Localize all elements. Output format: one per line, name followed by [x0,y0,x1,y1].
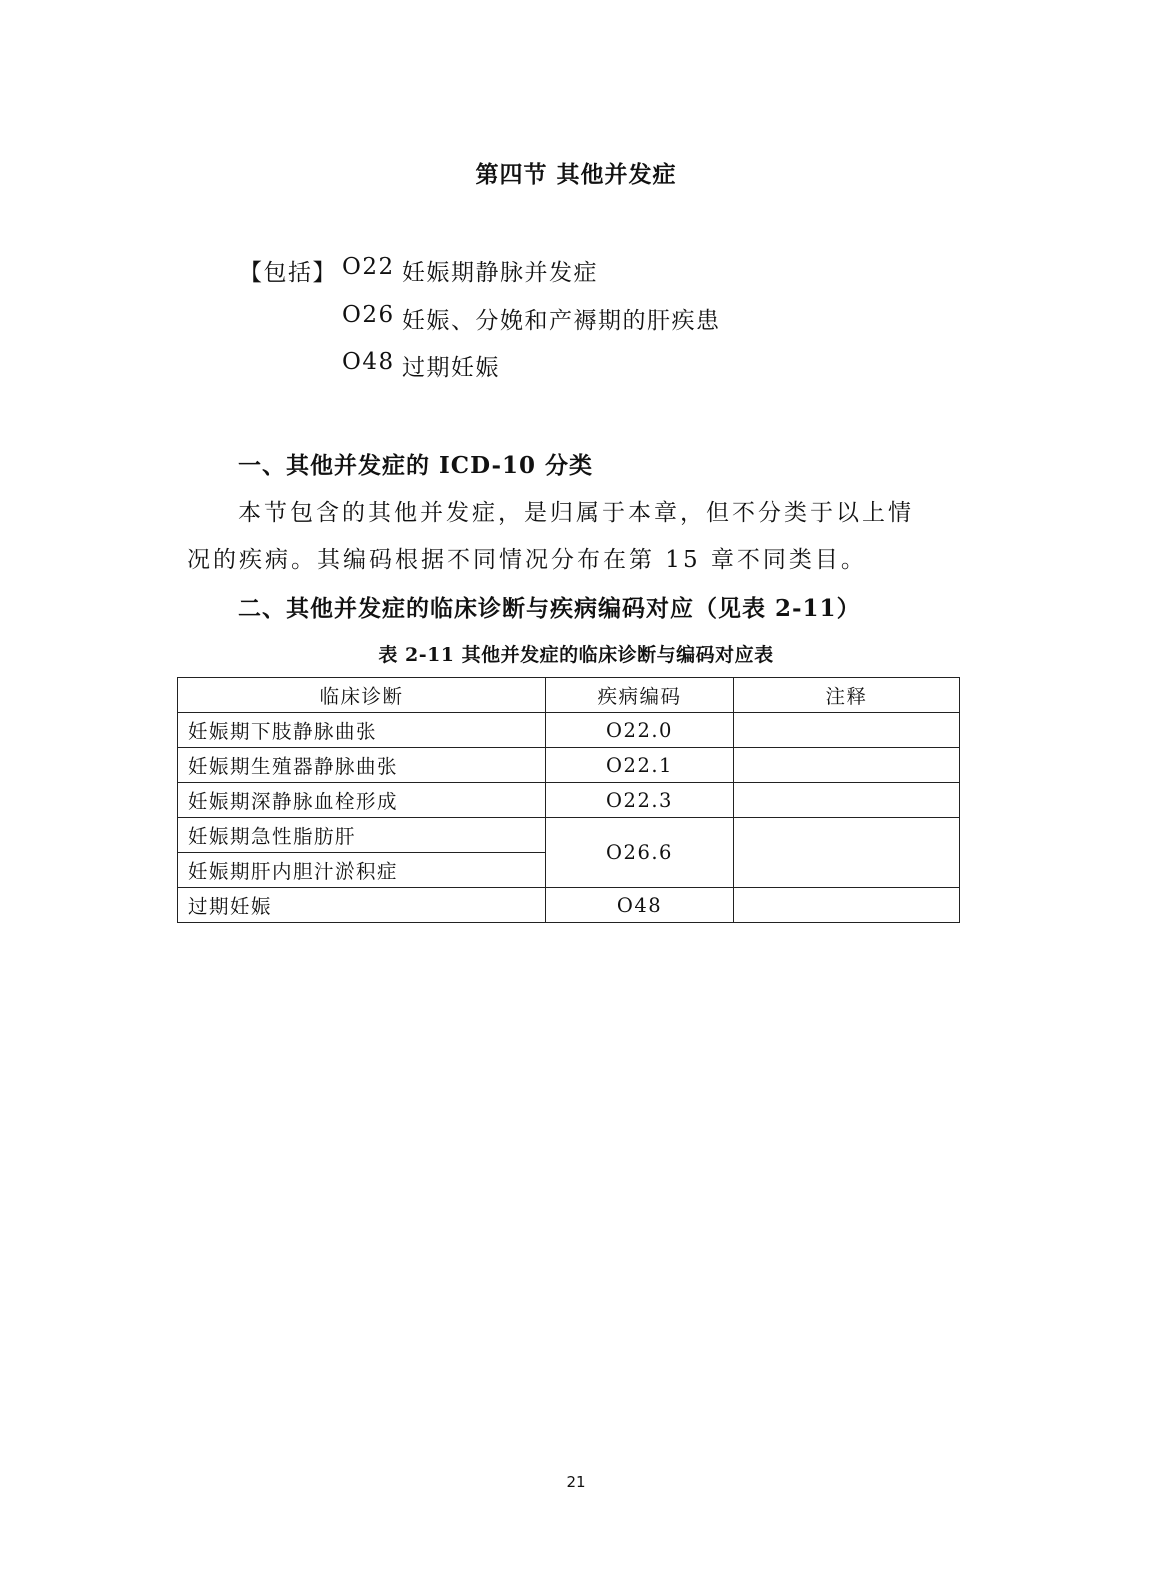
note-cell [734,713,960,748]
note-cell [734,888,960,923]
note-cell [734,783,960,818]
include-code: O48 [342,349,395,375]
include-text: 妊娠、分娩和产褥期的肝疾患 [402,308,721,334]
note-cell [734,818,960,888]
diagnosis-cell: 妊娠期肝内胆汁淤积症 [178,853,546,888]
include-text: 妊娠期静脉并发症 [402,260,598,286]
diagnosis-cell: 妊娠期生殖器静脉曲张 [178,748,546,783]
include-text: 过期妊娠 [402,355,500,381]
column-header: 临床诊断 [178,678,546,713]
heading-diagnosis-mapping: 二、其他并发症的临床诊断与疾病编码对应（见表 2-11） [238,595,861,622]
code-cell: O48 [546,888,734,923]
include-code: O22 [342,254,395,280]
note-cell [734,748,960,783]
table-row [178,818,960,853]
code-cell: O22.3 [546,783,734,818]
heading-icd-classification: 一、其他并发症的 ICD-10 分类 [238,452,594,479]
table-row [178,748,960,783]
include-code: O26 [342,302,395,328]
includes-label: 【包括】 [239,260,337,286]
paragraph-line: 本节包含的其他并发症，是归属于本章，但不分类于以上情 [238,500,914,526]
diagnosis-cell: 妊娠期深静脉血栓形成 [178,783,546,818]
code-cell: O22.1 [546,748,734,783]
table-caption: 表 2-11 其他并发症的临床诊断与编码对应表 [378,644,774,666]
diagnosis-code-table [177,677,960,923]
column-header: 疾病编码 [546,678,734,713]
table-row [178,888,960,923]
page-number: 21 [566,1473,586,1491]
diagnosis-cell: 妊娠期下肢静脉曲张 [178,713,546,748]
column-header: 注释 [734,678,960,713]
table-header-row [178,678,960,713]
paragraph-line: 况的疾病。其编码根据不同情况分布在第 15 章不同类目。 [187,547,867,573]
table-row [178,713,960,748]
diagnosis-cell: 过期妊娠 [178,888,546,923]
code-cell: O26.6 [546,818,734,888]
section-title: 第四节 其他并发症 [475,161,677,188]
diagnosis-cell: 妊娠期急性脂肪肝 [178,818,546,853]
code-cell: O22.0 [546,713,734,748]
table-row [178,783,960,818]
